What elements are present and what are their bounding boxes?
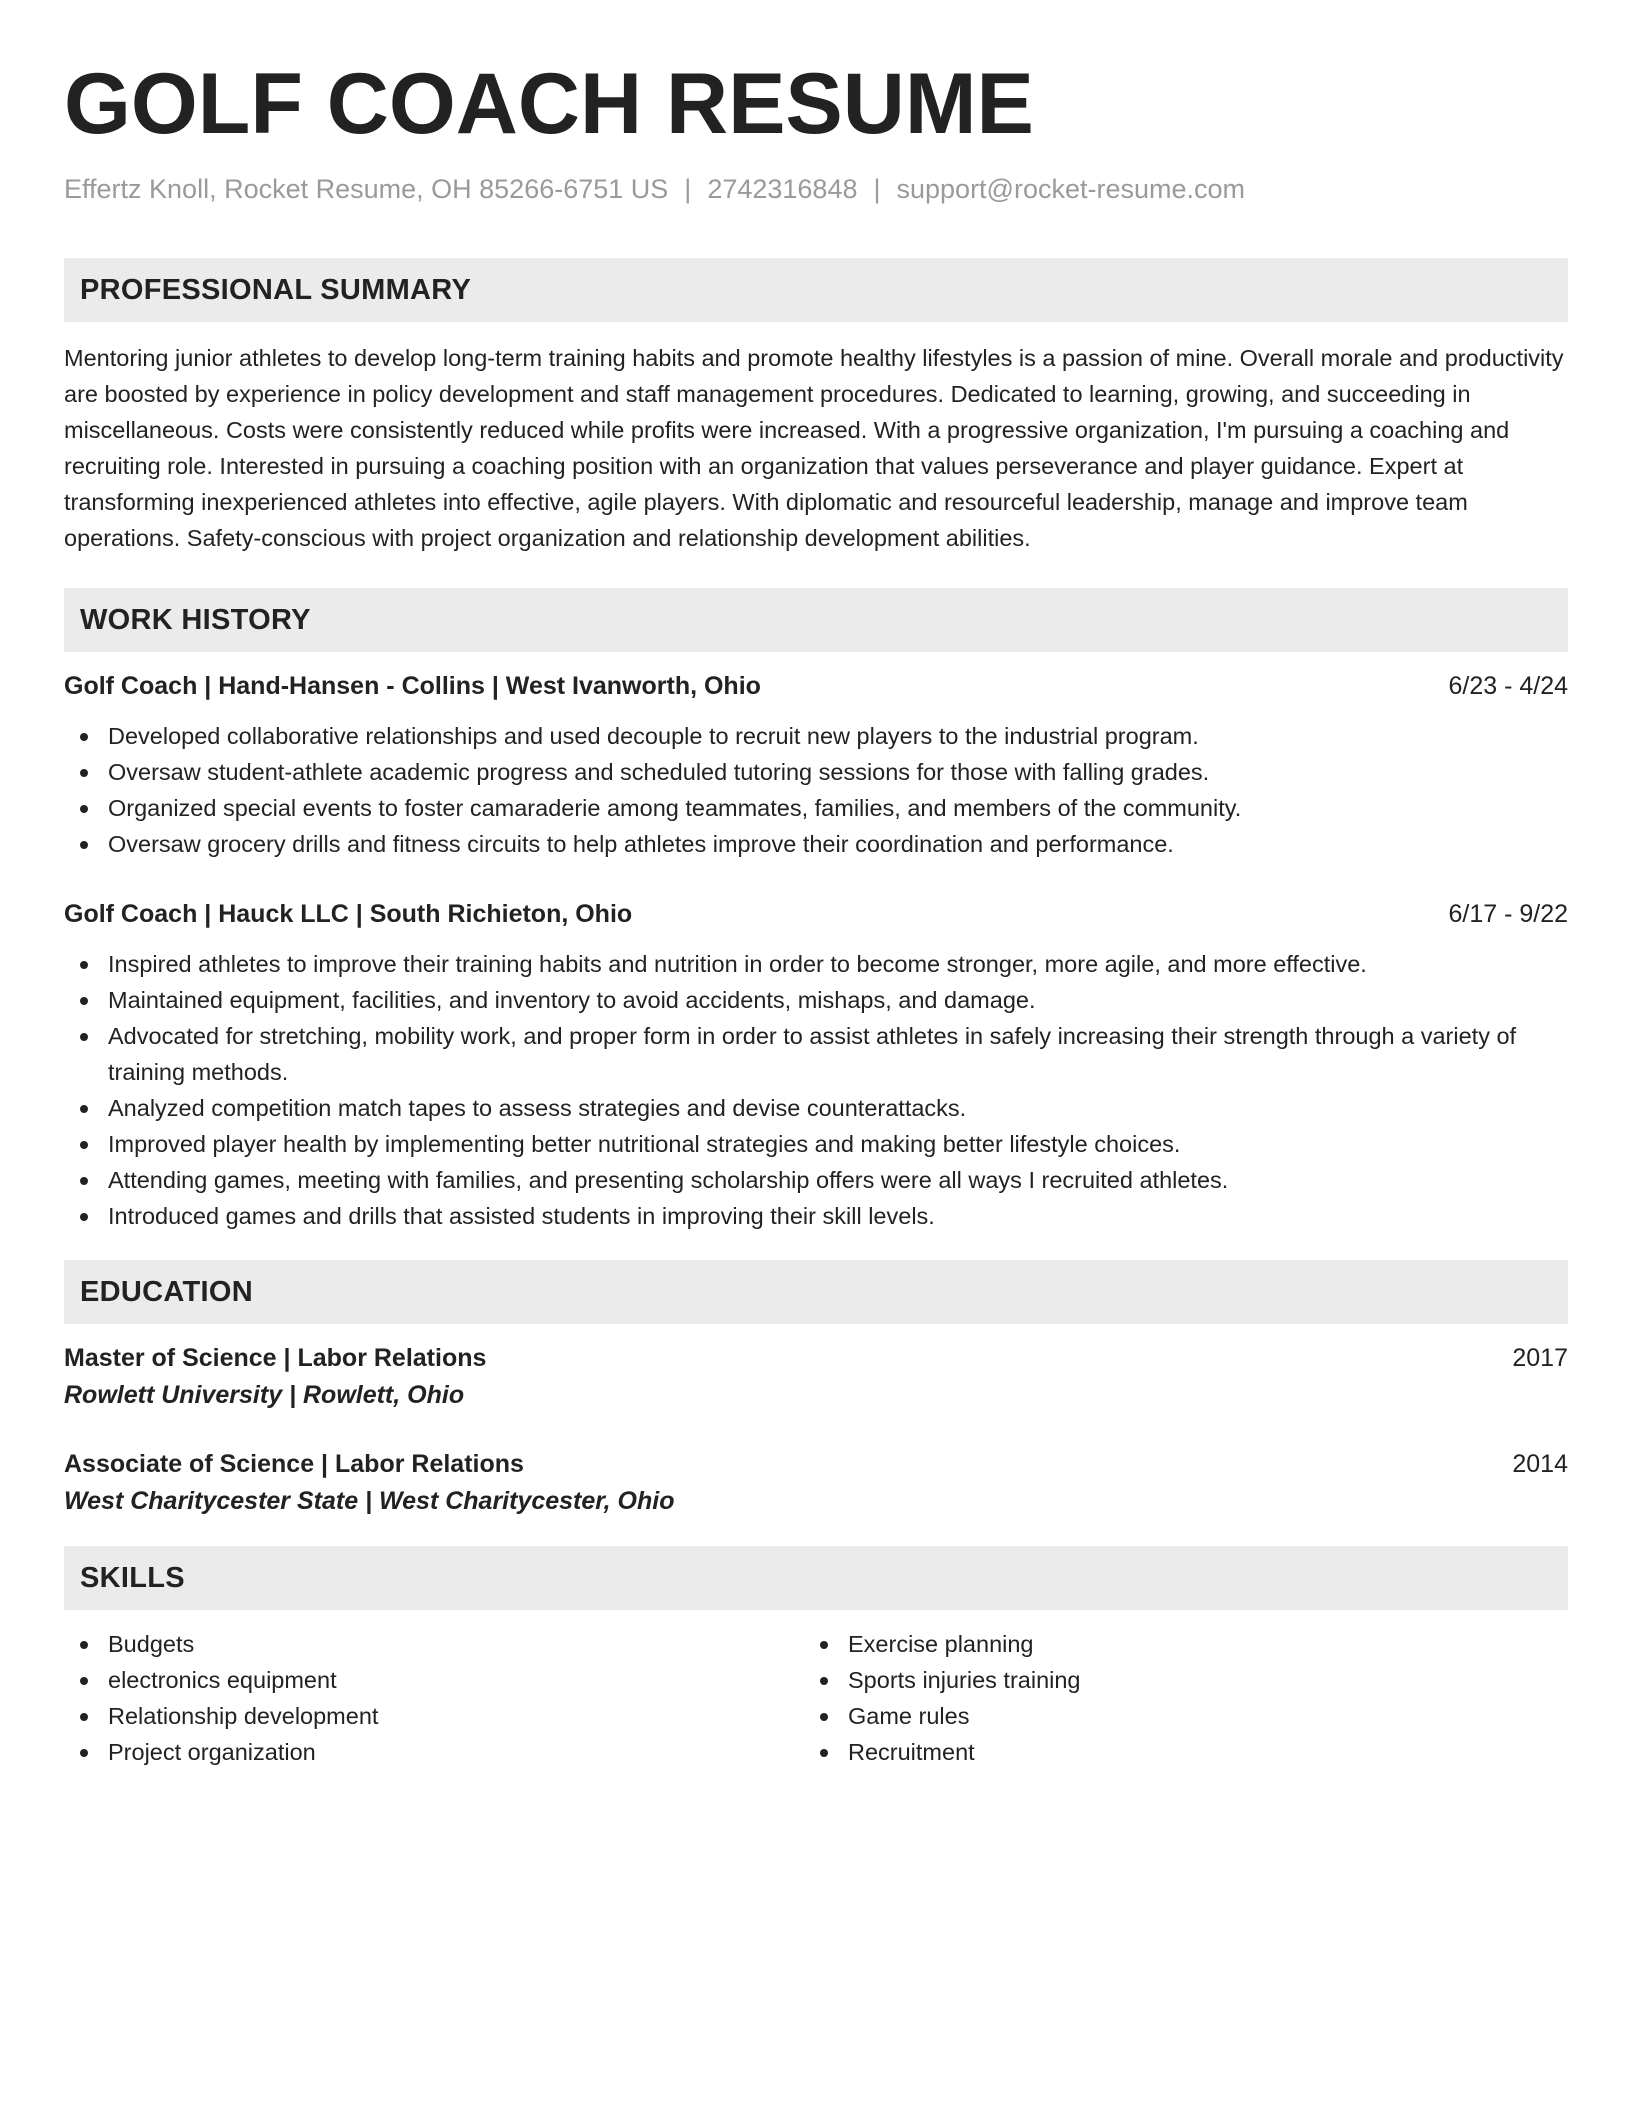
education-entry: [64, 1340, 1568, 1414]
job-bullet: Attending games, meeting with families, and presenting scholarship offers were all ways I recruited athletes.: [64, 1162, 1568, 1198]
resume-page: [64, 56, 1568, 1770]
skills-column-right: [804, 1626, 1544, 1770]
job-bullet: Advocated for stretching, mobility work, and proper form in order to assist athletes in safely increasing their strength through a variety of training methods.: [64, 1018, 1568, 1090]
skill-item: Recruitment: [804, 1734, 1544, 1770]
section-header-education: EDUCATION: [64, 1260, 1568, 1324]
job-bullet: Analyzed competition match tapes to assess strategies and devise counterattacks.: [64, 1090, 1568, 1126]
job-entry: [64, 896, 1568, 1234]
job-header: [64, 668, 1568, 704]
contact-separator: |: [873, 174, 881, 204]
education-degree: Associate of Science | Labor Relations: [64, 1450, 524, 1478]
job-bullet: Oversaw student-athlete academic progress and scheduled tutoring sessions for those with falling grades.: [64, 754, 1568, 790]
education-school: Rowlett University | Rowlett, Ohio: [64, 1381, 465, 1409]
education-header: [64, 1446, 1568, 1482]
contact-address: Effertz Knoll, Rocket Resume, OH 85266-6751 US: [64, 174, 669, 204]
education-degree: Master of Science | Labor Relations: [64, 1344, 487, 1372]
skills-column-left: [64, 1626, 804, 1770]
contact-phone: 2742316848: [707, 174, 858, 204]
section-header-skills: SKILLS: [64, 1546, 1568, 1610]
skills-columns: [64, 1626, 1568, 1770]
skill-item: Budgets: [64, 1626, 804, 1662]
skills-list: [804, 1626, 1544, 1770]
education-entry: [64, 1446, 1568, 1520]
skill-item: Relationship development: [64, 1698, 804, 1734]
skill-item: Game rules: [804, 1698, 1544, 1734]
job-bullets: [64, 946, 1568, 1234]
section-header-work-history: WORK HISTORY: [64, 588, 1568, 652]
section-header-summary: PROFESSIONAL SUMMARY: [64, 258, 1568, 322]
job-dates: 6/23 - 4/24: [1448, 672, 1568, 700]
job-bullet: Developed collaborative relationships and used decouple to recruit new players to the industrial program.: [64, 718, 1568, 754]
job-bullet: Organized special events to foster camaraderie among teammates, families, and members of the community.: [64, 790, 1568, 826]
education-school: West Charitycester State | West Charitycester, Ohio: [64, 1487, 675, 1515]
job-title: Golf Coach | Hand-Hansen - Collins | West Ivanworth, Ohio: [64, 672, 761, 700]
skill-item: Sports injuries training: [804, 1662, 1544, 1698]
job-bullet: Improved player health by implementing better nutritional strategies and making better lifestyle choices.: [64, 1126, 1568, 1162]
skills-list: [64, 1626, 804, 1770]
job-entry: [64, 668, 1568, 862]
job-header: [64, 896, 1568, 932]
skill-item: electronics equipment: [64, 1662, 804, 1698]
job-bullet: Introduced games and drills that assisted students in improving their skill levels.: [64, 1198, 1568, 1234]
education-year: 2017: [1512, 1344, 1568, 1372]
skill-item: Project organization: [64, 1734, 804, 1770]
job-bullet: Inspired athletes to improve their training habits and nutrition in order to become stronger, more agile, and more effective.: [64, 946, 1568, 982]
job-bullet: Maintained equipment, facilities, and inventory to avoid accidents, mishaps, and damage.: [64, 982, 1568, 1018]
job-bullet: Oversaw grocery drills and fitness circuits to help athletes improve their coordination and performance.: [64, 826, 1568, 862]
job-dates: 6/17 - 9/22: [1448, 900, 1568, 928]
resume-title: GOLF COACH RESUME: [64, 56, 1034, 152]
job-title: Golf Coach | Hauck LLC | South Richieton, Ohio: [64, 900, 633, 928]
contact-separator: |: [684, 174, 692, 204]
contact-email: support@rocket-resume.com: [896, 174, 1246, 204]
education-year: 2014: [1512, 1450, 1568, 1478]
job-bullets: [64, 718, 1568, 862]
summary-text: Mentoring junior athletes to develop long-term training habits and promote healthy lifestyles is a passion of mine. Overall morale and productivity are boosted by experience in policy development and staff management procedures. Dedicated to learning, growing, and succeeding in miscellaneous. Costs were consistently reduced while profits were increased. With a progressive organization, I'm pursuing a coaching and recruiting role. Interested in pursuing a coaching position with an organization that values perseverance and player guidance. Expert at transforming inexperienced athletes into effective, agile players. With diplomatic and resourceful leadership, manage and improve team operations. Safety-conscious with project organization and relationship development abilities.: [64, 345, 1564, 551]
contact-line: [64, 172, 1568, 206]
skill-item: Exercise planning: [804, 1626, 1544, 1662]
education-header: [64, 1340, 1568, 1376]
